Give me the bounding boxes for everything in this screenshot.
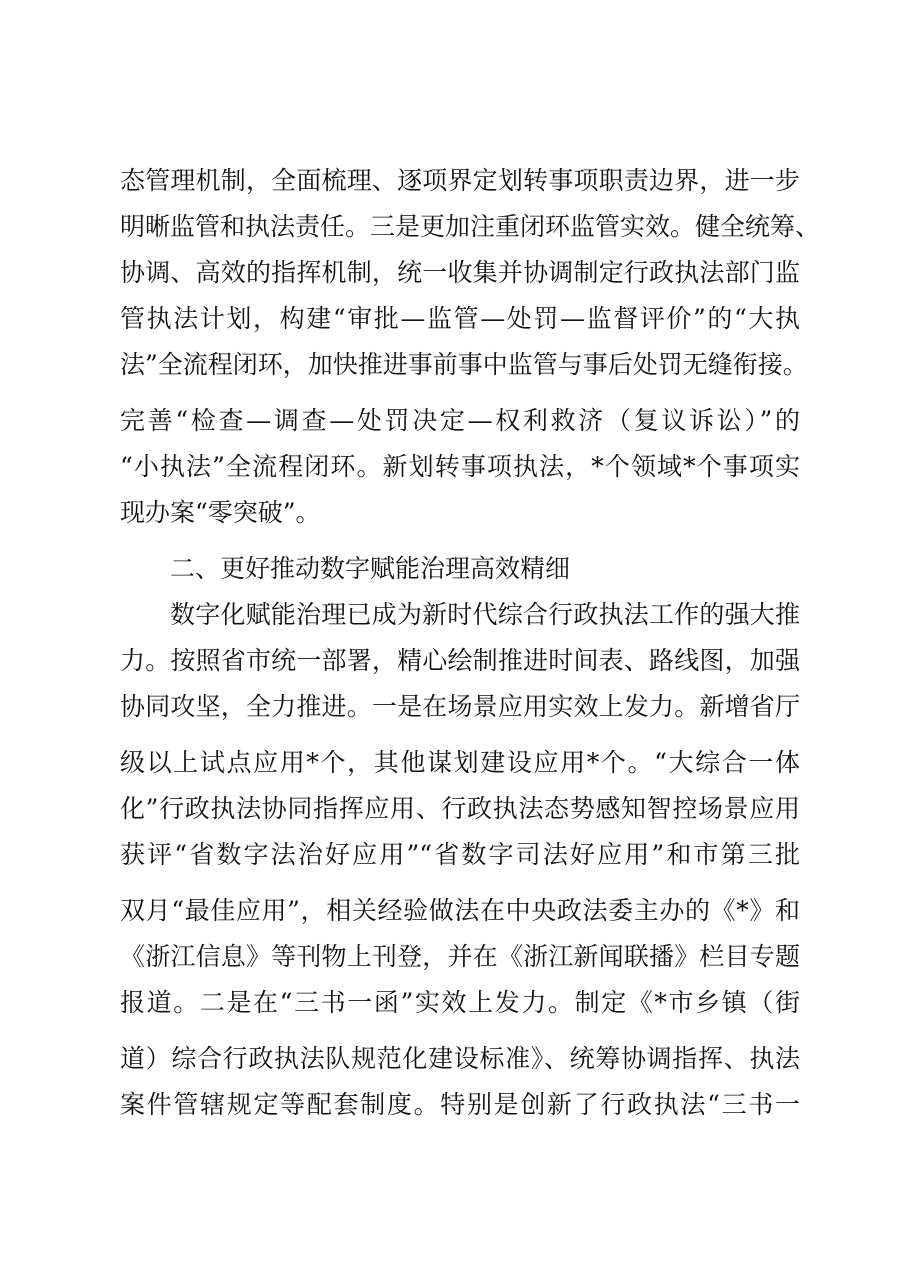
body-text-line: 数字化赋能治理已成为新时代综合行政执法工作的强大推 (170, 600, 800, 629)
body-text-line: 报道。二是在“三书一函”实效上发力。制定《*市乡镇（街 (120, 988, 800, 1017)
body-text-line: “小执法”全流程闭环。新划转事项执法，*个领域*个事项实 (120, 452, 800, 481)
body-text-line: 案件管辖规定等配套制度。特别是创新了行政执法“三书一 (120, 1090, 800, 1119)
body-text-line: 获评“省数字法治好应用”“省数字司法好应用”和市第三批 (120, 840, 800, 869)
section-heading: 二、更好推动数字赋能治理高效精细 (170, 554, 571, 583)
body-text-line: 明晰监管和执法责任。三是更加注重闭环监管实效。健全统筹、 (120, 212, 821, 241)
body-text-line: 协同攻坚，全力推进。一是在场景应用实效上发力。新增省厅 (120, 692, 800, 721)
body-text-line: 《浙江信息》等刊物上刊登，并在《浙江新闻联播》栏目专题 (120, 942, 800, 971)
body-text-line: 道）综合行政执法队规范化建设标准》、统筹协调指挥、执法 (120, 1044, 800, 1073)
body-text-line: 完善“检查—调查—处罚决定—权利救济（复议诉讼）”的 (120, 406, 800, 435)
body-text-line: 双月“最佳应用”，相关经验做法在中央政法委主办的《*》和 (120, 896, 800, 925)
body-text-line: 力。按照省市统一部署，精心绘制推进时间表、路线图，加强 (120, 646, 800, 675)
body-text-line: 态管理机制，全面梳理、逐项界定划转事项职责边界，进一步 (120, 166, 800, 195)
body-text-line: 化”行政执法协同指挥应用、行政执法态势感知智控场景应用 (120, 794, 800, 823)
body-text-line: 现办案“零突破”。 (120, 498, 321, 527)
body-text-line: 协调、高效的指挥机制，统一收集并协调制定行政执法部门监 (120, 258, 800, 287)
body-text-line: 法”全流程闭环，加快推进事前事中监管与事后处罚无缝衔接。 (120, 350, 808, 379)
body-text-line: 级以上试点应用*个，其他谋划建设应用*个。“大综合一体 (120, 748, 800, 777)
body-text-line: 管执法计划，构建“审批—监管—处罚—监督评价”的“大执 (120, 304, 800, 333)
